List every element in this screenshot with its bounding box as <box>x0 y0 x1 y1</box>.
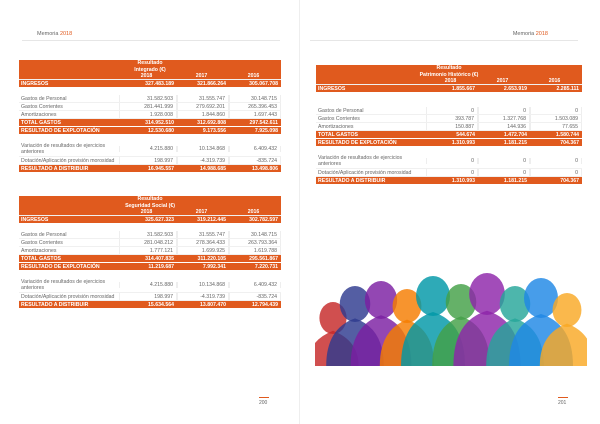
table-resultado-integrado <box>19 60 281 173</box>
row-value: 319.212.445 <box>197 217 226 223</box>
row-label: Gastos de Personal <box>318 108 364 114</box>
page-header <box>513 31 548 37</box>
table-title: Resultado <box>137 60 163 66</box>
row-value: 305.067.708 <box>249 81 278 87</box>
row-value: 314.407.835 <box>145 256 174 262</box>
row-value: 6.409.432 <box>229 146 281 152</box>
header-divider <box>310 40 578 41</box>
row-label: Amortizaciones <box>318 124 354 130</box>
row-value: 2.653.919 <box>503 86 527 92</box>
row-value: 312.692.808 <box>197 120 226 126</box>
row-value: 13.498.806 <box>252 166 278 172</box>
row-value: 30.148.715 <box>229 95 281 102</box>
row-value: 295.561.867 <box>249 256 278 262</box>
table-spacer-row <box>19 88 281 95</box>
table-year-header <box>316 78 582 85</box>
year-header-cell: 2016 <box>247 73 260 79</box>
header-year: 2018 <box>59 31 73 37</box>
row-value: 281.048.212 <box>119 239 177 246</box>
row-value: 279.692.201 <box>177 103 229 110</box>
header-title: Memoria <box>37 31 59 37</box>
row-label: Gastos Corrientes <box>21 240 63 246</box>
row-value: 1.181.215 <box>503 140 527 146</box>
table-row <box>316 169 582 177</box>
right-page <box>300 0 600 424</box>
row-value: -4.319.739 <box>177 293 229 300</box>
table-row <box>19 157 281 165</box>
row-value: 1.777.121 <box>119 247 177 254</box>
row-value: 31.582.503 <box>119 95 177 102</box>
row-label: Gastos Corrientes <box>318 116 360 122</box>
row-value: 16.945.557 <box>148 166 174 172</box>
row-value: 1.503.089 <box>530 115 582 122</box>
table-subtitle: Patrimonio Histórico (€) <box>419 71 479 78</box>
table-row <box>316 154 582 169</box>
row-value: 2.285.111 <box>556 86 579 92</box>
row-value: 1.699.925 <box>177 247 229 254</box>
row-value: 0 <box>426 158 478 164</box>
table-row <box>19 278 281 293</box>
table-year-header <box>19 73 281 80</box>
row-value: 13.807.470 <box>200 302 226 308</box>
row-value: 327.483.189 <box>145 81 174 87</box>
table-row <box>19 127 281 135</box>
row-value: 10.134.868 <box>177 146 229 152</box>
row-label: INGRESOS <box>21 81 49 87</box>
table-row <box>19 247 281 255</box>
row-value: 1.928.008 <box>119 111 177 118</box>
table-subtitle: Seguridad Social (€) <box>125 202 175 209</box>
row-value: -835.724 <box>229 293 281 300</box>
row-label: RESULTADO DE EXPLOTACIÓN <box>21 264 100 270</box>
row-value: 4.215.880 <box>119 146 177 152</box>
row-value: 31.582.503 <box>119 231 177 238</box>
row-value: 1.855.667 <box>451 86 475 92</box>
row-value: 31.555.747 <box>177 231 229 238</box>
row-label: Variación de resultados de ejercicios anteriores <box>21 279 106 291</box>
row-value: 6.409.432 <box>229 282 281 288</box>
table-row <box>19 103 281 111</box>
silhouette-head <box>365 281 397 319</box>
table-spacer-row <box>316 100 582 107</box>
row-value: 311.220.105 <box>197 256 226 262</box>
table-row <box>316 131 582 139</box>
year-header-cell: 2016 <box>548 78 561 84</box>
row-value: 12.530.680 <box>148 128 174 134</box>
row-value: 12.794.439 <box>252 302 278 308</box>
table-subtitle: Integrado (€) <box>134 66 166 73</box>
table-row <box>316 177 582 185</box>
people-silhouettes-illustration <box>315 256 587 366</box>
table-spacer-row <box>316 93 582 100</box>
row-label: Amortizaciones <box>21 248 57 254</box>
silhouette-head <box>416 276 450 316</box>
row-value: 7.925.098 <box>254 128 278 134</box>
year-header-cell: 2016 <box>247 209 260 215</box>
row-value: 31.555.747 <box>177 95 229 102</box>
page-number: 200 <box>259 397 269 406</box>
year-header-cell: 2017 <box>195 209 208 215</box>
header-divider <box>22 40 280 41</box>
row-value: 1.472.704 <box>503 132 527 138</box>
row-value: 1.844.860 <box>177 111 229 118</box>
row-value: 144.936 <box>478 123 530 130</box>
year-header-cell: 2018 <box>444 78 457 84</box>
row-label: RESULTADO A DISTRIBUIR <box>318 178 386 184</box>
table-row <box>316 139 582 147</box>
row-label: Gastos de Personal <box>21 232 67 238</box>
row-value: 0 <box>530 158 582 164</box>
row-value: 393.787 <box>426 115 478 122</box>
row-value: 314.952.510 <box>145 120 174 126</box>
row-label: INGRESOS <box>21 217 49 223</box>
row-value: 0 <box>478 158 530 164</box>
table-row <box>316 115 582 123</box>
row-value: 1.580.744 <box>555 132 579 138</box>
table-resultado-patrimonio-historico <box>316 65 582 185</box>
table-row <box>19 263 281 271</box>
header-blank-cell <box>19 209 119 215</box>
row-value: 297.542.611 <box>249 120 278 126</box>
row-value: 7.992.341 <box>202 264 226 270</box>
year-header-cell: 2017 <box>496 78 509 84</box>
table-caption <box>316 65 582 78</box>
row-label: TOTAL GASTOS <box>21 120 61 126</box>
table-row <box>19 255 281 263</box>
table-resultado-seguridad-social <box>19 196 281 309</box>
row-value: 0 <box>426 107 478 114</box>
row-value: 0 <box>478 169 530 176</box>
row-value: -4.319.739 <box>177 157 229 164</box>
table-row <box>19 216 281 224</box>
row-label: RESULTADO DE EXPLOTACIÓN <box>318 140 397 146</box>
row-value: 9.173.556 <box>202 128 226 134</box>
row-value: 302.782.597 <box>249 217 278 223</box>
table-spacer-row <box>19 271 281 278</box>
row-label: INGRESOS <box>318 86 346 92</box>
row-value: 30.148.715 <box>229 231 281 238</box>
row-value: 7.220.731 <box>254 264 278 270</box>
row-value: 278.364.433 <box>177 239 229 246</box>
table-row <box>19 142 281 157</box>
row-value: 14.988.685 <box>200 166 226 172</box>
row-value: 0 <box>426 169 478 176</box>
row-label: Dotación/Aplicación provisión morosidad <box>318 170 412 176</box>
page-number: 201 <box>558 397 568 406</box>
header-blank-cell <box>316 78 426 84</box>
row-value: 10.134.868 <box>177 282 229 288</box>
row-value: 1.697.443 <box>229 111 281 118</box>
table-row <box>19 80 281 88</box>
row-label: Amortizaciones <box>21 112 57 118</box>
row-value: 1.327.768 <box>478 115 530 122</box>
row-value: 281.441.999 <box>119 103 177 110</box>
year-header-cell: 2018 <box>140 209 153 215</box>
row-value: 0 <box>530 169 582 176</box>
row-value: 198.997 <box>119 293 177 300</box>
table-title: Resultado <box>436 65 462 71</box>
row-value: 1.619.788 <box>229 247 281 254</box>
row-label: Variación de resultados de ejercicios anteriores <box>21 143 106 155</box>
row-label: Dotación/Aplicación provisión morosidad <box>21 158 115 164</box>
table-caption <box>19 196 281 209</box>
row-value: -835.724 <box>229 157 281 164</box>
table-spacer-row <box>19 135 281 142</box>
table-row <box>19 239 281 247</box>
row-value: 321.866.264 <box>197 81 226 87</box>
table-year-header <box>19 209 281 216</box>
year-header-cell: 2017 <box>195 73 208 79</box>
table-spacer-row <box>316 147 582 154</box>
row-label: Dotación/Aplicación provisión morosidad <box>21 294 115 300</box>
row-value: 265.396.453 <box>229 103 281 110</box>
row-value: 150.887 <box>426 123 478 130</box>
table-row <box>316 107 582 115</box>
row-value: 11.219.687 <box>148 264 174 270</box>
table-row <box>19 301 281 309</box>
row-label: RESULTADO A DISTRIBUIR <box>21 302 89 308</box>
silhouette-head <box>469 273 505 315</box>
silhouette-head <box>553 293 582 327</box>
table-row <box>19 231 281 239</box>
row-value: 1.310.993 <box>451 140 475 146</box>
row-value: 0 <box>530 107 582 114</box>
table-row <box>19 111 281 119</box>
table-row <box>19 119 281 127</box>
row-label: Variación de resultados de ejercicios anteriores <box>318 155 403 167</box>
row-label: TOTAL GASTOS <box>21 256 61 262</box>
row-value: 544.674 <box>456 132 475 138</box>
row-value: 0 <box>478 107 530 114</box>
row-value: 1.310.993 <box>451 178 475 184</box>
row-label: RESULTADO A DISTRIBUIR <box>21 166 89 172</box>
table-row <box>19 165 281 173</box>
row-label: Gastos Corrientes <box>21 104 63 110</box>
year-header-cell: 2018 <box>140 73 153 79</box>
row-value: 263.793.364 <box>229 239 281 246</box>
row-label: RESULTADO DE EXPLOTACIÓN <box>21 128 100 134</box>
row-value: 4.215.880 <box>119 282 177 288</box>
row-value: 77.655 <box>530 123 582 130</box>
table-title: Resultado <box>137 196 163 202</box>
row-value: 1.181.215 <box>503 178 527 184</box>
row-label: TOTAL GASTOS <box>318 132 358 138</box>
table-caption <box>19 60 281 73</box>
row-value: 325.627.323 <box>145 217 174 223</box>
page-header <box>37 31 72 37</box>
table-row <box>316 123 582 131</box>
row-value: 704.367 <box>560 140 579 146</box>
table-spacer-row <box>19 224 281 231</box>
table-row <box>19 293 281 301</box>
row-value: 704.367 <box>560 178 579 184</box>
table-row <box>19 95 281 103</box>
header-year: 2018 <box>535 31 548 37</box>
row-value: 15.634.564 <box>148 302 174 308</box>
header-title: Memoria <box>512 31 535 37</box>
row-value: 198.997 <box>119 157 177 164</box>
table-row <box>316 85 582 93</box>
row-label: Gastos de Personal <box>21 96 67 102</box>
header-blank-cell <box>19 73 119 79</box>
